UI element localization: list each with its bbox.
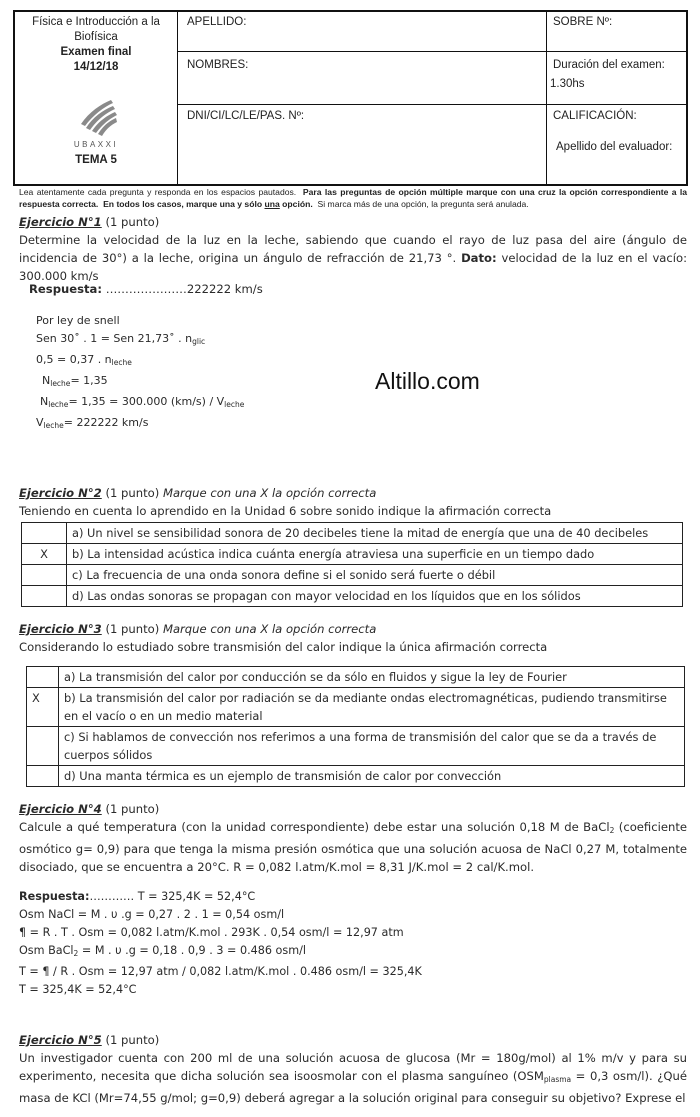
exercise-4-title: Ejercicio N°4 (1 punto) <box>19 802 160 816</box>
option-row <box>27 688 685 727</box>
option-row <box>22 523 683 544</box>
exercise-3-statement: Considerando lo estudiado sobre transmisión del calor indique la única afirmación correcta <box>19 640 548 654</box>
tema-label: TEMA 5 <box>75 154 117 166</box>
exam-header-table <box>13 10 688 186</box>
nombres-label: NOMBRES: <box>187 59 249 71</box>
calificacion-label: CALIFICACIÓN: <box>553 110 637 122</box>
header-divider <box>546 12 547 184</box>
option-text: a) Un nivel se sensibilidad sonora de 20 decibeles tiene la mitad de energía que una de 40 decibeles <box>67 523 683 544</box>
exercise-2-options <box>21 522 683 607</box>
option-checkbox[interactable] <box>27 667 59 688</box>
exercise-2-title: Ejercicio N°2 (1 punto) Marque con una X la opción correcta <box>19 486 377 500</box>
exercise-2-statement: Teniendo en cuenta lo aprendido en la Unidad 6 sobre sonido indique la afirmación correcta <box>19 504 552 518</box>
option-checkbox[interactable] <box>27 766 59 787</box>
exercise-3-title: Ejercicio N°3 (1 punto) Marque con una X la opción correcta <box>19 622 377 636</box>
exercise-4-work: Respuesta:………… T = 325,4K = 52,4°C Osm NaCl = M . υ .g = 0,27 . 2 . 1 = 0,54 osm/l ¶ = R . T . Osm = 0,082 l.atm/K.mol . 293K . 0,54 osm/l = 12,97 atm Osm BaCl$_2$ = M . υ .g = 0,18 . 0,9 . 3 = 0.486 osm/l T = ¶ / R . Osm = 12,97 atm / 0,082 l.atm/K.mol . 0.486 osm/l = 325,4K T = 325,4K = 52,4°C <box>19 890 422 996</box>
duracion-label: Duración del examen: <box>553 59 665 71</box>
sobre-label: SOBRE Nº: <box>553 16 613 28</box>
option-text: c) La frecuencia de una onda sonora define si el sonido será fuerte o débil <box>67 565 683 586</box>
option-text: b) La intensidad acústica indica cuánta energía atraviesa una superficie en un tiempo dado <box>67 544 683 565</box>
option-row <box>27 667 685 688</box>
apellido-label: APELLIDO: <box>187 16 247 28</box>
exercise-5-statement: Un investigador cuenta con 200 ml de una solución acuosa de glucosa (Mr = 180g/mol) al 1% m/v y para su experimento, necesita que dicha solución sea isoosmolar con el plasma sanguíneo ($OSM_{plasma} = 0,3$ osm/l). ¿Qué masa de KCl (Mr=74,55 g/mol; g=0,9) deberá agregar a la solución original para conseguir su objetivo? Exprese el <box>19 1051 688 1105</box>
option-row <box>27 727 685 766</box>
exam-instructions: Lea atentamente cada pregunta y responda en los espacios pautados. Para las preguntas de opción múltiple marque con una cruz la opción correspondiente a la respuesta correcta. En todos los casos, marque una y sólo una opción. Si marca más de una opción, la pregunta será anulada. <box>19 187 687 209</box>
option-text: c) Si hablamos de convección nos referimos a una forma de transmisión del calor que se da a través de cuerpos sólidos <box>59 727 685 766</box>
option-text: b) La transmisión del calor por radiación se da mediante ondas electromagnéticas, pudiendo transmitirse en el vacío o en un medio material <box>59 688 685 727</box>
option-checkbox[interactable] <box>27 727 59 766</box>
exercise-4-statement: Calcule a qué temperatura (con la unidad correspondiente) debe estar una solución 0,18 M de BaCl$_2$ (coeficiente osmótico g= 0,9) para que tenga la misma presión osmótica que una solución acuosa de NaCl 0,27 M, totalmente disociado, que se encuentra a 20°C. R = 0,082 l.atm/K.mol = 8,31 J/K.mol = 2 cal/K.mol. <box>19 820 687 874</box>
option-text: a) La transmisión del calor por conducción se da sólo en fluidos y sigue la ley de Fourier <box>59 667 685 688</box>
header-divider <box>177 104 686 105</box>
option-checkbox[interactable]: X <box>22 544 67 565</box>
option-checkbox[interactable] <box>22 523 67 544</box>
watermark: Altillo.com <box>375 368 480 394</box>
exercise-1-statement: Determine la velocidad de la luz en la leche, sabiendo que cuando el rayo de luz pasa del aire (ángulo de incidencia de 30°) a la leche, origina un ángulo de refracción de 21,73 °. Dato: velocidad de la luz en el vacío: 300.000 km/s <box>19 233 688 283</box>
exercise-1-work: Por ley de snell Sen 30˚ . 1 = Sen 21,73˚ . $n_{glic}$ 0,5 = 0,37 . $n_{leche}$ $N_{leche}= 1,35$ $N_{leche}= 1,35 = 300.000$ $(km/s) / V_{leche}$ $V_{leche}= 222222$ km/s <box>36 314 245 430</box>
option-checkbox[interactable]: X <box>27 688 59 727</box>
exercise-1-title: Ejercicio N°1 (1 punto) <box>19 215 160 229</box>
exercise-5-title: Ejercicio N°5 (1 punto) <box>19 1033 160 1047</box>
header-divider <box>177 51 686 52</box>
option-row <box>22 586 683 607</box>
exercise-3-options <box>26 666 685 787</box>
uba-logo <box>73 98 123 138</box>
exam-type: Examen final <box>60 46 132 58</box>
duracion-value: 1.30hs <box>550 78 585 90</box>
option-row <box>22 565 683 586</box>
logo-text: UBAXXI <box>73 140 119 149</box>
exam-date: 14/12/18 <box>73 61 119 73</box>
dni-label: DNI/CI/LC/LE/PAS. Nº: <box>187 110 305 122</box>
evaluador-label: Apellido del evaluador: <box>556 141 673 153</box>
option-checkbox[interactable] <box>22 565 67 586</box>
option-row <box>27 766 685 787</box>
header-divider <box>177 12 178 184</box>
exercise-1-answer: Respuesta: …………………222222 km/s <box>29 282 263 296</box>
option-row <box>22 544 683 565</box>
option-text: d) Las ondas sonoras se propagan con mayor velocidad en los líquidos que en los sólidos <box>67 586 683 607</box>
option-checkbox[interactable] <box>22 586 67 607</box>
option-text: d) Una manta térmica es un ejemplo de transmisión de calor por convección <box>59 766 685 787</box>
course-name: Física e Introducción a la Biofísica Examen final 14/12/18 <box>15 15 177 75</box>
